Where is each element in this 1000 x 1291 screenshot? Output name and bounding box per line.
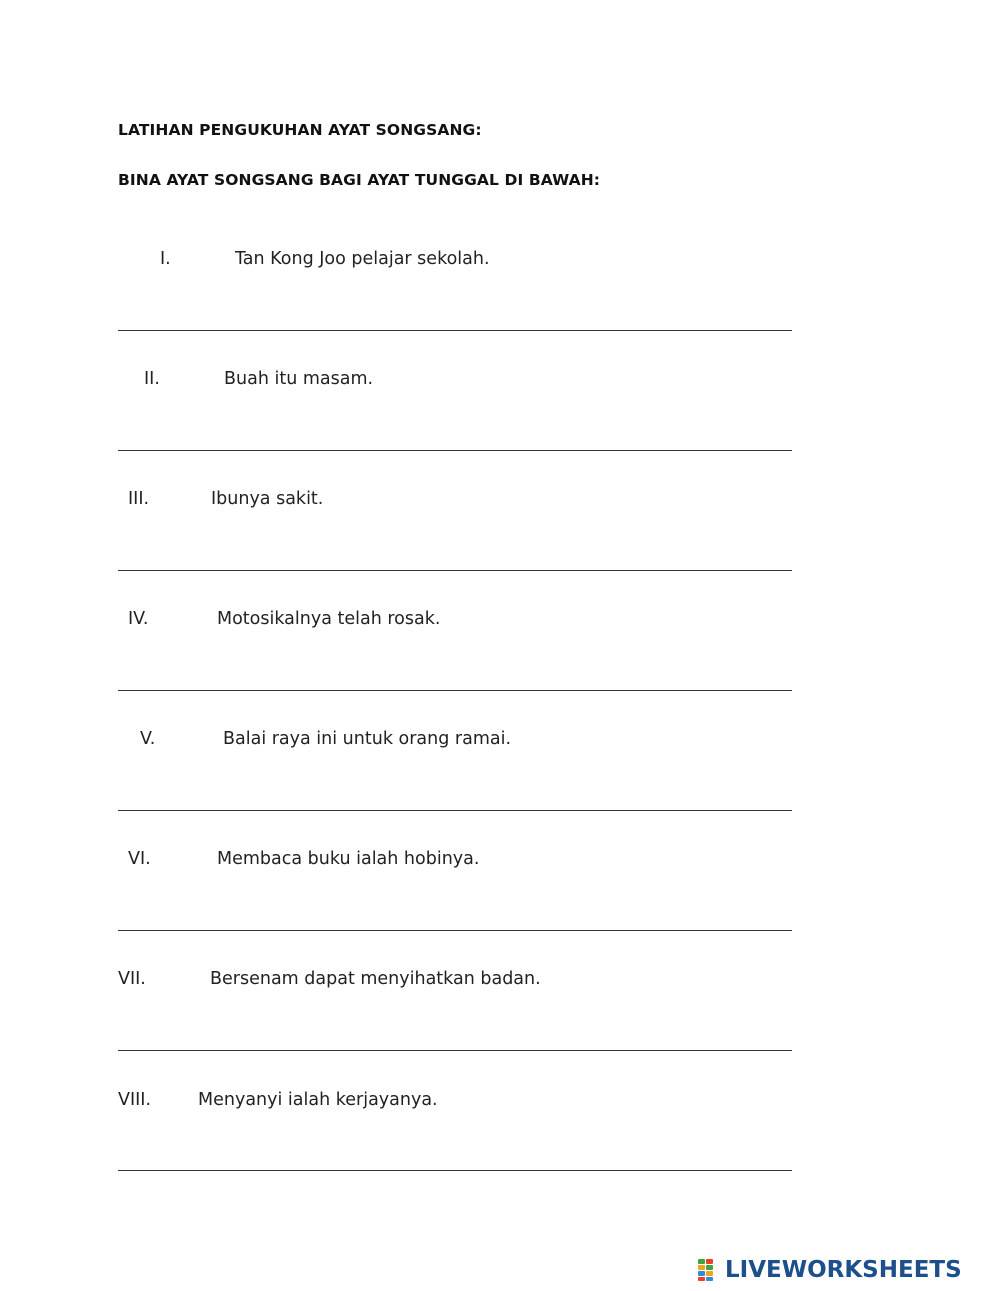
question-sentence: Menyanyi ialah kerjayanya. [198,1090,438,1110]
question-item [0,1090,1000,1210]
worksheet-title: LATIHAN PENGUKUHAN AYAT SONGSANG: [118,121,482,139]
question-sentence: Membaca buku ialah hobinya. [217,849,480,869]
question-item [0,849,1000,969]
question-sentence: Ibunya sakit. [211,489,324,509]
question-numeral: VIII. [118,1090,152,1110]
answer-line[interactable] [118,570,792,571]
question-item [0,969,1000,1089]
question-item [0,489,1000,609]
question-sentence: Tan Kong Joo pelajar sekolah. [235,249,490,269]
question-item [0,369,1000,489]
question-sentence: Motosikalnya telah rosak. [217,609,441,629]
answer-line[interactable] [118,1170,792,1171]
answer-line[interactable] [118,690,792,691]
answer-line[interactable] [118,930,792,931]
question-numeral: VII. [118,969,146,989]
question-item [0,609,1000,729]
question-numeral: IV. [128,609,149,629]
worksheet-instruction: BINA AYAT SONGSANG BAGI AYAT TUNGGAL DI BAWAH: [118,171,601,189]
question-item [0,729,1000,849]
question-sentence: Bersenam dapat menyihatkan badan. [210,969,541,989]
liveworksheets-logo-icon [697,1258,723,1282]
brand-name: LIVEWORKSHEETS [725,1257,962,1283]
question-numeral: V. [140,729,156,749]
question-numeral: VI. [128,849,151,869]
question-sentence: Balai raya ini untuk orang ramai. [223,729,512,749]
question-item [0,249,1000,369]
question-sentence: Buah itu masam. [224,369,374,389]
brand-footer [697,1256,962,1284]
answer-line[interactable] [118,450,792,451]
question-numeral: I. [160,249,171,269]
question-numeral: III. [128,489,150,509]
answer-line[interactable] [118,810,792,811]
answer-line[interactable] [118,1050,792,1051]
question-numeral: II. [144,369,160,389]
answer-line[interactable] [118,330,792,331]
